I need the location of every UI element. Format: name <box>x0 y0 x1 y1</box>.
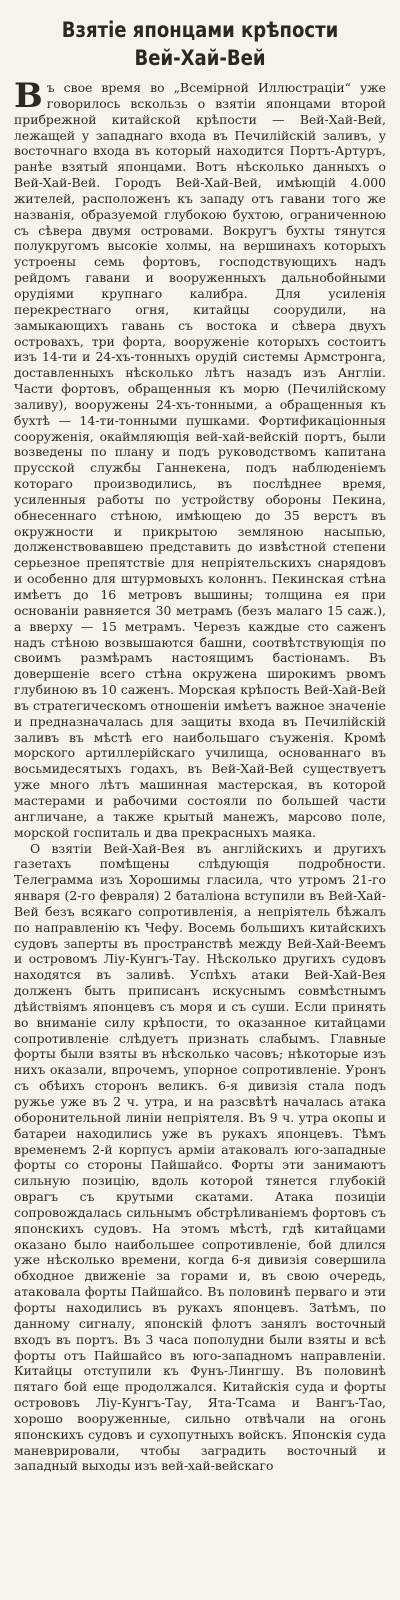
paragraph-1-text: ъ свое время во „Всемірной Иллюстраціи“ уже говорилось вскользь о взятіи японцами второй прибрежной китайской крѣпости — Вей-Хай-Вей, лежащей у западнаго входа въ Печилійскій заливъ, у восточнаго входа въ который находится Портъ-Артуръ, ранѣе взятый японцами. Вотъ нѣсколько данныхъ о Вей-Хай-Вей. Городъ Вей-Хай-Вей, имѣющій 4.000 жителей, расположенъ къ западу отъ гавани того же названія, образуемой глубокою бухтою, ограниченною съ сѣвера двумя островами. Вокругъ бухты тянутся полукругомъ высокіе холмы, на вершинахъ которыхъ устроены семь фортовъ, господствующихъ надъ рейдомъ гавани и вооруженныхъ дальнобойными орудіями крупнаго калибра. Для усиленія перекрестнаго огня, китайцы соорудили, на замыкающихъ гавань съ востока и сѣвера двухъ островахъ, три форта, вооруженіе которыхъ состоитъ изъ 14-ти и 24-хъ-тонныхъ орудій системы Армстронга, доставленныхъ нѣсколько лѣтъ назадъ изъ Англіи. Части фортовъ, обращенныя къ морю (Печилійскому заливу), вооружены 24-хъ-тонными, а обращенныя къ бухтѣ — 14-ти-тонными пушками. Фортификаціонныя сооруженія, окаймляющія вей-хай-вейскій портъ, были возведены по плану и подъ руководствомъ капитана прусской службы Ганнекена, подъ наблюденіемъ котораго производились, въ послѣднее время, усиленныя работы по устройству обороны Пекина, обнесеннаго стѣною, имѣющею до 35 верстъ въ окружности и прикрытою земляною насыпью, долженствовавшею представить до извѣстной степени серьезное препятствіе для непріятельскихъ снарядовъ и особенно для штурмовыхъ колоннъ. Пекинская стѣна имѣетъ до 16 метровъ вышины; толщина ея при основаніи равняется 30 метрамъ (безъ малаго 15 саж.), а вверху — 15 метрамъ. Черезъ каждые сто саженъ надъ стѣною возвышаются башни, соотвѣтствующія по своимъ размѣрамъ настоящимъ бастіонамъ. Въ довершеніе всего стѣна окружена широкимъ рвомъ глубиною въ 10 саженъ. Морская крѣпость Вей-Хай-Вей въ стратегическомъ отношеніи имѣетъ важное значеніе и предназначалась для защиты входа въ Печилійскій заливъ въ мѣстѣ его наибольшаго съуженія. Кромѣ морского артиллерійскаго училища, основаннаго въ восьмидесятыхъ годахъ, въ Вей-Хай-Вей существуетъ уже много лѣтъ машинная мастерская, въ которой мастерами и рабочими состояли по большей части англичане, а также крытый манежъ, марсово поле, морской госпиталь и два прекрасныхъ маяка. <box>14 80 386 840</box>
article-body <box>14 80 386 1595</box>
article-paragraph-2: О взятіи Вей-Хай-Вея въ англійскихъ и другихъ газетахъ помѣщены слѣдующія подробности. Телеграмма изъ Хорошимы гласила, что утромъ 21-го января (2-го февраля) 2 баталіона вступили въ Вей-Хай-Вей безъ всякаго сопротивленія, а непріятель бѣжалъ по направленію къ Чефу. Восемь большихъ китайскихъ судовъ заперты въ пространствѣ между Вей-Хай-Веемъ и островомъ Ліу-Кунгъ-Тау. Нѣсколько другихъ судовъ находятся въ заливѣ. Успѣхъ атаки Вей-Хай-Вея долженъ быть приписанъ искуснымъ совмѣстнымъ дѣйствіямъ японцевъ съ моря и съ суши. Если принять во вниманіе силу крѣпости, то оказанное китайцами сопротивленіе слѣдуетъ признать слабымъ. Главные форты были взяты въ нѣсколько часовъ; нѣкоторые изъ нихъ оказали, впрочемъ, упорное сопротивленіе. Уронъ съ обѣихъ сторонъ великъ. 6-я дивизія стала подъ ружье уже въ 2 ч. утра, и на разсвѣтѣ началась атака оборонительной линіи непріятеля. Въ 9 ч. утра окопы и батареи находились уже въ рукахъ японцевъ. Тѣмъ временемъ 2-й корпусъ арміи атаковалъ юго-западные форты со стороны Пайшайсо. Форты эти занимаютъ сильную позицію, вдоль которой тянется глубокій оврагъ съ крутыми скатами. Атака позиціи сопровождалась сильнымъ обстрѣливаніемъ фортовъ съ японскихъ судовъ. На этомъ мѣстѣ, гдѣ китайцами оказано было наибольшее сопротивленіе, бой длился уже нѣсколько времени, когда 6-я дивизія совершила обходное движеніе за горами и, въ свою очередь, атаковала форты Пайшайсо. Въ половинѣ перваго и эти форты находились въ рукахъ японцевъ. Затѣмъ, по данному сигналу, японскій флотъ занялъ восточный входъ въ портъ. Въ 3 часа пополудни были взяты и всѣ форты отъ Пайшайсо въ юго-западномъ направленіи. Китайцы отступили къ Фунъ-Лингшу. Въ половинѣ пятаго бой еще продолжался. Китайскія суда и форты острововъ Ліу-Кунгъ-Тау, Ята-Тсама и Вангъ-Тао, хорошо вооруженные, сильно отвѣчали на огонь японскихъ судовъ и сухопутныхъ войскъ. Японскія суда маневрировали, чтобы заградить восточный и западный выходы изъ вей-хай-вейскаго <box>14 840 386 1474</box>
title-line-2: Вей-Хай-Вей <box>134 46 266 70</box>
article-title <box>28 16 372 72</box>
title-line-1: Взятіе японцами крѣпости <box>61 18 339 42</box>
drop-cap-letter: В <box>14 80 43 116</box>
article-paragraph-1 <box>14 80 386 841</box>
